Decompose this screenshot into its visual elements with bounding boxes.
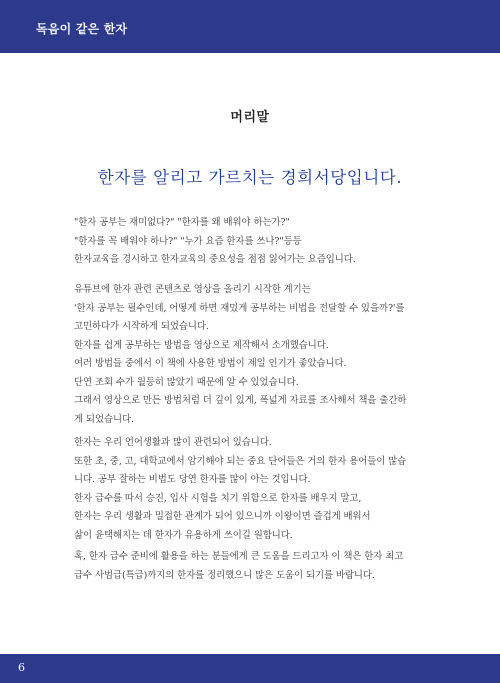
paragraph-line: 단연 조회 수가 월등히 많았기 때문에 알 수 있었습니다.: [74, 376, 299, 388]
paragraph-line: 니다. 공부 잘하는 비법도 당연 한자를 많이 아는 것입니다.: [74, 474, 311, 485]
running-header-title: 독음이 같은 한자: [36, 22, 128, 36]
paragraph-line: 또한 초, 중, 고, 대학교에서 암기해야 되는 중요 단어들은 거의 한자 용어들이 많습: [74, 455, 407, 467]
paragraph-line: 여러 방법들 중에서 이 책에 사용한 방법이 제일 인기가 좋았습니다.: [74, 358, 347, 369]
page-number: 6: [18, 661, 25, 674]
paragraph-2: [74, 281, 444, 429]
paragraph-line: 혹, 한자 급수 준비에 활용을 하는 분들에게 큰 도움을 드리고자 이 책은 한자 최고: [74, 551, 404, 562]
paragraph-1: [74, 214, 444, 270]
paragraph-line: 고민하다가 시작하게 되었습니다.: [74, 321, 209, 332]
paragraph-line: 한자 급수를 따서 승진, 입사 시험을 치기 위함으로 한자를 배우지 말고,: [74, 492, 362, 504]
preface-heading: 머리말: [230, 110, 270, 125]
paragraph-line: "한자 공부는 재미없다?" "한자를 왜 배워야 하는가?": [74, 217, 290, 228]
paragraph-4: [74, 548, 444, 585]
paragraph-line: 한자교육을 경시하고 한자교육의 중요성을 점점 잃어가는 요즘입니다.: [74, 254, 356, 265]
paragraph-line: "한자를 꼭 배워야 하나?" "누가 요즘 한자를 쓰나?"등등: [74, 235, 302, 247]
paragraph-line: '한자 공부는 필수인데, 어떻게 하면 재밌게 공부하는 비법을 전달할 수 있을까?'를: [74, 302, 405, 314]
preface-subtitle: 한자를 알리고 가르치는 경희서당입니다.: [97, 168, 403, 187]
paragraph-3: [74, 434, 444, 545]
footer-bar: [0, 654, 500, 683]
paragraph-line: 게 되었습니다.: [74, 413, 134, 425]
paragraph-line: 한자는 우리 언어생활과 많이 관련되어 있습니다.: [74, 437, 272, 448]
paragraph-line: 그래서 영상으로 만든 방법처럼 더 깊이 있게, 폭넓게 자료를 조사해서 책을 출간하: [74, 395, 407, 406]
paragraph-line: 한자를 쉽게 공부하는 방법을 영상으로 제작해서 소개했습니다.: [74, 339, 329, 351]
paragraph-line: 유튜브에 한자 관련 콘텐츠로 영상을 올리기 시작한 계기는: [74, 284, 311, 295]
paragraph-line: 삶이 윤택해지는 데 한자가 유용하게 쓰이길 원합니다.: [74, 529, 293, 541]
paragraph-line: 한자는 우리 생활과 밀접한 관계가 되어 있으니까 이왕이면 즐겁게 배워서: [74, 511, 371, 522]
paragraph-line: 급수 사범급(특급)까지의 한자를 정리했으니 많은 도움이 되기를 바랍니다.: [74, 569, 375, 581]
